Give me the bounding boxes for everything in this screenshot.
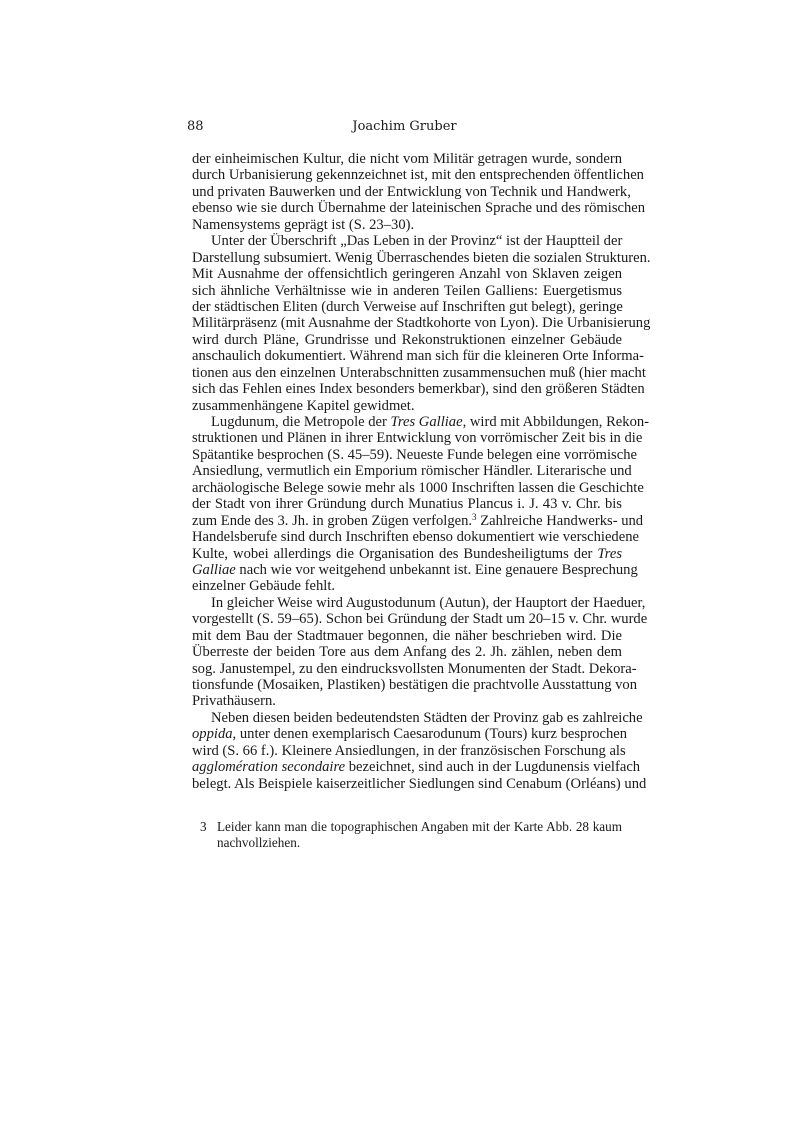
text-line: Ansiedlung, vermutlich ein Emporium römischer Händler. Literarische und: [192, 463, 632, 480]
text-line: sich das Fehlen eines Index besonders bemerkbar), sind den größeren Städten: [192, 381, 645, 398]
text-line: agglomération secondaire bezeichnet, sind auch in der Lugdunensis vielfach: [192, 759, 641, 776]
text-line: Spätantike besprochen (S. 45–59). Neueste Funde belegen eine vorrömische: [192, 446, 637, 463]
text-line: Mit Ausnahme der offensichtlich geringeren Anzahl von Sklaven zeigen: [192, 266, 622, 283]
footnotes: [200, 819, 622, 851]
text-line: Lugdunum, die Metropole der Tres Galliae, wird mit Abbildungen, Rekon-: [211, 414, 650, 430]
text-line: belegt. Als Beispiele kaiserzeitlicher Siedlungen sind Cenabum (Orléans) und: [192, 775, 647, 792]
text-line: tionen aus den einzelnen Unterabschnitten zusammensuchen muß (hier macht: [192, 364, 646, 381]
text-line: Unter der Überschrift „Das Leben in der Provinz“ ist der Hauptteil der: [211, 233, 623, 250]
footnote: [200, 819, 622, 851]
text-line: zum Ende des 3. Jh. in groben Zügen verfolgen.$^3$ Zahlreiche Handwerks- und: [192, 511, 644, 529]
text-line: Handelsberufe sind durch Inschriften ebenso dokumentiert wie verschiedene: [192, 529, 639, 546]
text-line: durch Urbanisierung gekennzeichnet ist, mit den entsprechenden öffentlichen: [192, 167, 644, 184]
footnote-reference[interactable]: 3: [472, 511, 477, 522]
paragraph-p5: [192, 709, 647, 792]
text-line: zusammenhängene Kapitel gewidmet.: [192, 397, 415, 414]
text-line: tionsfunde (Mosaiken, Plastiken) bestätigen die prachtvolle Ausstattung von: [192, 677, 638, 693]
text-line: nachvollziehen.: [217, 835, 301, 850]
running-head-author: Joachim Gruber: [352, 119, 457, 134]
text-line: wird durch Pläne, Grundrisse und Rekonstruktionen einzelner Gebäude: [192, 331, 622, 348]
text-line: wird (S. 66 f.). Kleinere Ansiedlungen, in der französischen Forschung als: [192, 742, 626, 759]
text-line: Überreste der beiden Tore aus dem Anfang des 2. Jh. zählen, neben dem: [192, 644, 622, 661]
text-line: einzelner Gebäude fehlt.: [192, 578, 336, 595]
text-line: archäologische Belege sowie mehr als 1000 Inschriften lassen die Geschichte: [192, 479, 644, 496]
text-line: Militärpräsenz (mit Ausnahme der Stadtkohorte von Lyon). Die Urbanisierung: [192, 315, 651, 332]
text-line: ebenso wie sie durch Übernahme der lateinischen Sprache und des römischen: [192, 200, 646, 217]
text-line: Neben diesen beiden bedeutendsten Städten der Provinz gab es zahlreiche: [211, 709, 643, 726]
text-line: oppida, unter denen exemplarisch Caesarodunum (Tours) kurz besprochen: [192, 726, 628, 743]
paragraph-p4: [192, 594, 648, 710]
text-line: Darstellung subsumiert. Wenig Überraschendes bieten die sozialen Strukturen.: [192, 249, 651, 266]
italic-term: Galliae: [192, 561, 236, 578]
italic-term: oppida: [192, 726, 233, 743]
page-number: 88: [187, 119, 204, 134]
footnote-number: 3: [200, 819, 207, 834]
paragraph-p2: [192, 233, 651, 414]
body-text: [192, 151, 651, 792]
text-line: der Stadt von ihrer Gründung durch Munatius Plancus i. J. 43 v. Chr. bis: [192, 496, 622, 513]
text-line: sog. Janustempel, zu den eindrucksvollsten Monumenten der Stadt. Dekora-: [192, 660, 637, 677]
italic-term: agglomération secondaire: [192, 759, 346, 776]
italic-term: Tres Galliae: [390, 414, 463, 430]
text-line: anschaulich dokumentiert. Während man sich für die kleineren Orte Informa-: [192, 348, 644, 365]
text-line: Namensystems geprägt ist (S. 23–30).: [192, 216, 415, 233]
text-line: der städtischen Eliten (durch Verweise auf Inschriften gut belegt), geringe: [192, 298, 623, 315]
text-line: und privaten Bauwerken und der Entwicklung von Technik und Handwerk,: [192, 183, 631, 200]
text-line: vorgestellt (S. 59–65). Schon bei Gründung der Stadt um 20–15 v. Chr. wurde: [192, 611, 648, 628]
text-line: struktionen und Plänen in ihrer Entwicklung von vorrömischer Zeit bis in die: [192, 430, 643, 447]
paragraph-p1: [192, 151, 646, 233]
text-line: In gleicher Weise wird Augustodunum (Autun), der Hauptort der Haeduer,: [211, 594, 646, 611]
text-line: mit dem Bau der Stadtmauer begonnen, die näher beschrieben wird. Die: [192, 627, 622, 644]
text-line: Privathäusern.: [192, 693, 276, 710]
italic-term: Tres: [597, 545, 622, 562]
text-line: Leider kann man die topographischen Angaben mit der Karte Abb. 28 kaum: [217, 819, 622, 834]
text-line: Kulte, wobei allerdings die Organisation des Bundesheiligtums der Tres: [192, 545, 622, 562]
text-line: Galliae nach wie vor weitgehend unbekannt ist. Eine genauere Besprechung: [192, 561, 638, 578]
text-line: der einheimischen Kultur, die nicht vom Militär getragen wurde, sondern: [192, 151, 622, 167]
text-line: sich ähnliche Verhältnisse wie in anderen Teilen Galliens: Euergetismus: [192, 282, 622, 299]
page-header: [187, 119, 622, 137]
paragraph-p3: [192, 414, 650, 595]
